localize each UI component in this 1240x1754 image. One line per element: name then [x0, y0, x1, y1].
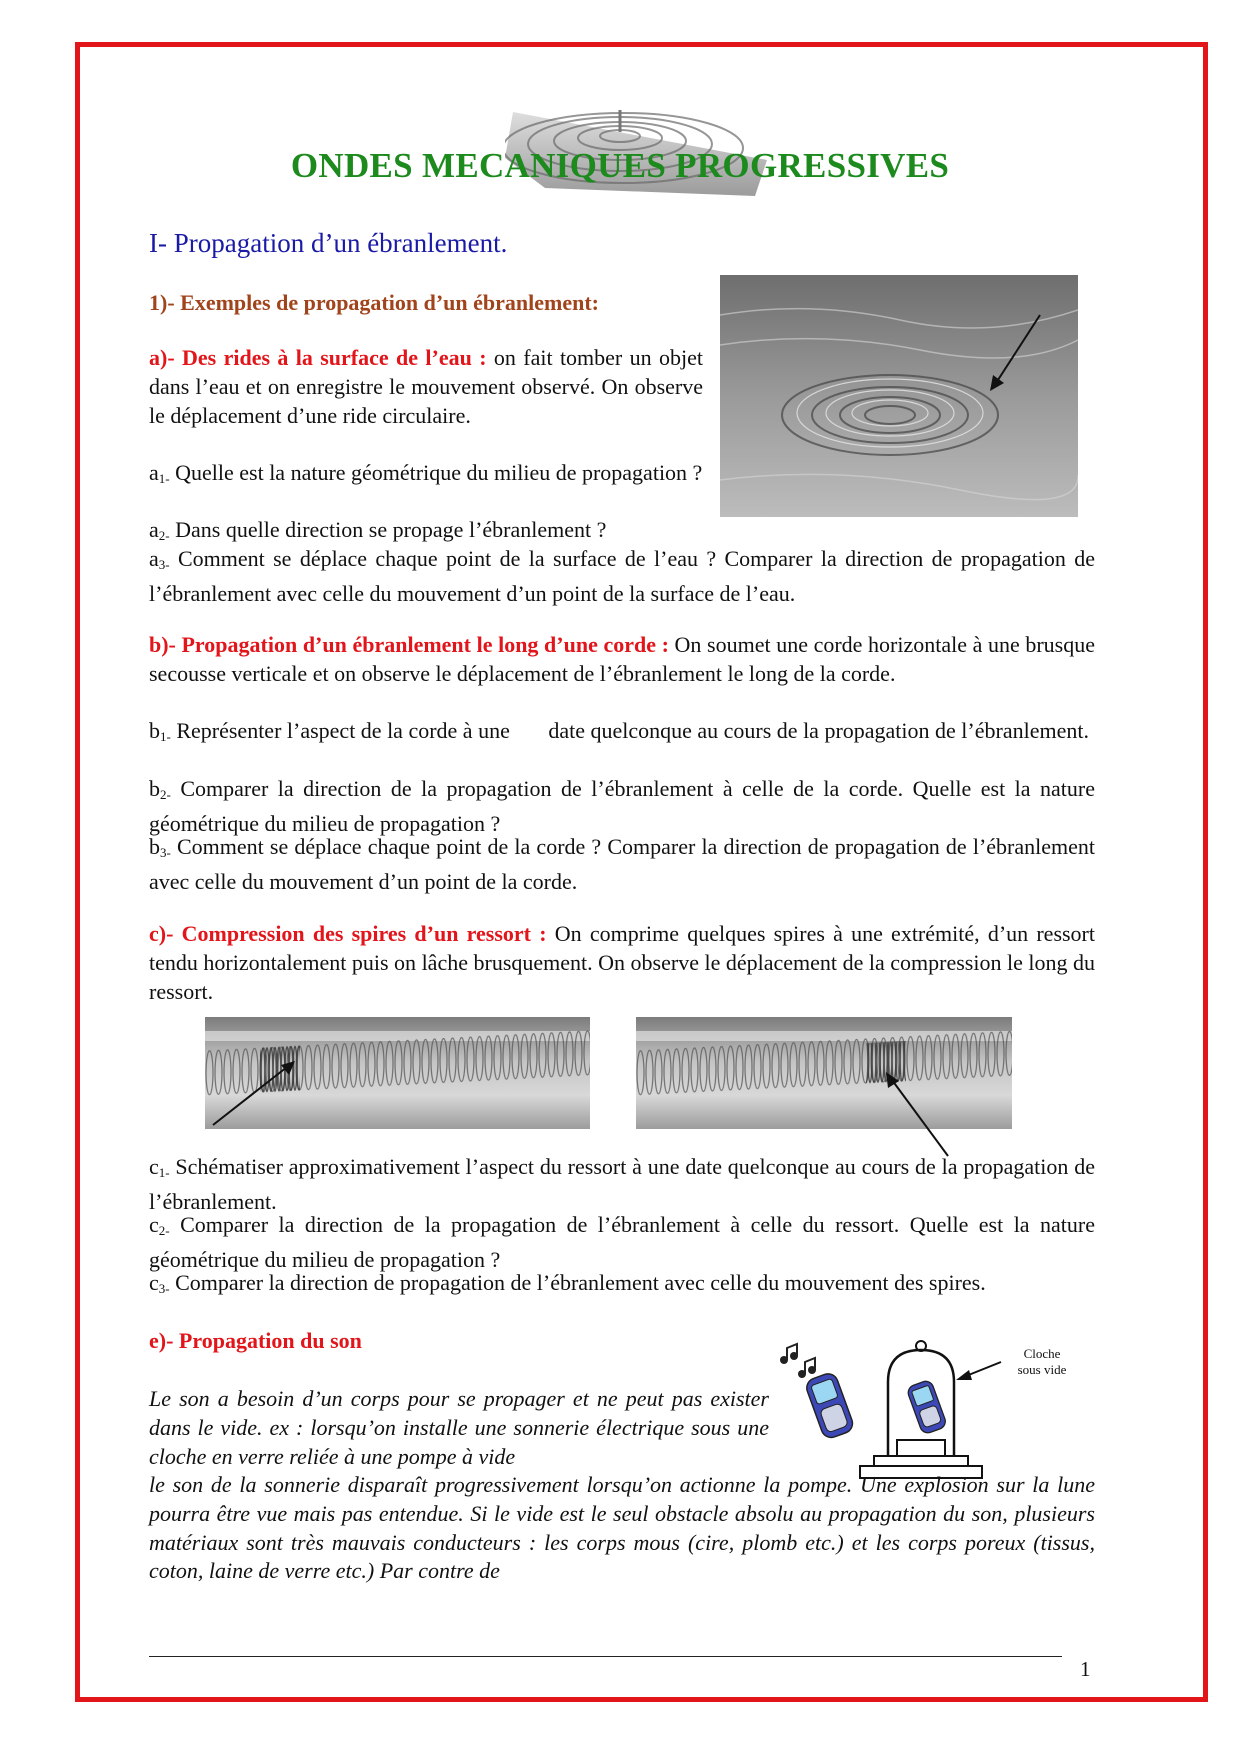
label-b: b)- Propagation d’un ébranlement le long d’une corde :: [149, 632, 669, 657]
footer-rule: [149, 1656, 1062, 1657]
paragraph-c: [149, 920, 1095, 1006]
q-text: Comparer la direction de la propagation de l’ébranlement à celle de la corde. Quelle est la nature géométrique du milieu de propagation ?: [149, 776, 1095, 836]
q-text: Quelle est la nature géométrique du milieu de propagation ?: [169, 460, 703, 485]
q-text: Comment se déplace chaque point de la corde ? Comparer la direction de propagation de l’ébranlement avec celle du mouvement d’un point de la corde.: [149, 834, 1095, 894]
bell-jar-caption: [1002, 1346, 1082, 1378]
text-c: On comprime quelques spires à une extrémité, d’un ressort tendu horizontalement puis on lâche brusquement. On observe le déplacement de la compression le long du ressort.: [149, 921, 1095, 1004]
q-text: Comparer la direction de propagation de l’ébranlement avec celle du mouvement des spires.: [169, 1270, 986, 1295]
phone-icon: [804, 1371, 855, 1440]
caption-line: Cloche: [1023, 1346, 1061, 1361]
page-title: ONDES MECANIQUES PROGRESSIVES: [290, 146, 950, 185]
section-heading: I- Propagation d’un ébranlement.: [149, 228, 508, 258]
q-text: Comparer la direction de la propagation de l’ébranlement à celle du ressort. Quelle est la nature géométrique du milieu de propagation ?: [149, 1212, 1095, 1272]
q-sub: 3-: [158, 557, 170, 572]
q-sub: 3-: [158, 1281, 170, 1296]
label-c: c)- Compression des spires d’un ressort :: [149, 921, 547, 946]
q-prefix: b: [149, 718, 160, 743]
q-sub: 3-: [160, 845, 171, 860]
page-number: 1: [1080, 1657, 1091, 1681]
question-b2: [149, 775, 1095, 839]
subsection-heading: 1)- Exemples de propagation d’un ébranlement:: [149, 290, 599, 315]
label-e: e)- Propagation du son: [149, 1328, 362, 1353]
text-b: On soumet une corde horizontale à une brusque secousse verticale et on observe le déplacement de l’ébranlement le long de la corde.: [149, 632, 1095, 686]
spring-arrow-right: [880, 1070, 960, 1160]
q-prefix: a: [149, 460, 159, 485]
paragraph-b: [149, 631, 1095, 689]
q-prefix: c: [149, 1154, 159, 1179]
q-sub: 2-: [160, 787, 171, 802]
text-a: on fait tomber un objet dans l’eau et on enregistre le mouvement observé. On observe le déplacement d’une ride circulaire.: [149, 345, 703, 428]
music-note-icon: [780, 1344, 816, 1378]
q-prefix: c: [149, 1270, 159, 1295]
question-c3: [149, 1269, 1095, 1304]
q-sub: 1-: [160, 729, 171, 744]
label-a: a)- Des rides à la surface de l’eau :: [149, 345, 487, 370]
question-c1: [149, 1153, 1095, 1217]
question-a3: [149, 545, 1095, 609]
paragraph-a: [149, 344, 703, 430]
q-sub: 2-: [158, 1223, 170, 1238]
question-b1: [149, 717, 1095, 752]
question-c2: [149, 1211, 1095, 1275]
paragraph-e-main: le son de la sonnerie disparaît progressivement lorsqu’on actionne la pompe. Une explosion sur la lune pourra être vue mais pas entendue. Si le vide est le seul obstacle absolu au propagation du son, plusieurs matériaux sont très mauvais conducteurs : les corps mous (cire, plomb etc.) et les corps poreux (tissus, coton, laine de verre etc.) Par contre de: [149, 1472, 1095, 1584]
q-sub: 1-: [158, 471, 170, 486]
bell-jar-icon: [860, 1341, 1001, 1478]
caption-line: sous vide: [1017, 1362, 1067, 1377]
question-b3: [149, 833, 1095, 897]
q-sub: 2-: [158, 528, 170, 543]
q-prefix: b: [149, 776, 160, 801]
spring-photo-left: [205, 1017, 590, 1129]
q-prefix: a: [149, 546, 159, 571]
q-sub: 1-: [158, 1165, 170, 1180]
q-prefix: a: [149, 517, 159, 542]
q-text: Dans quelle direction se propage l’ébranlement ?: [169, 517, 607, 542]
question-a1: [149, 459, 703, 494]
q-text: Comment se déplace chaque point de la surface de l’eau ? Comparer la direction de propagation de l’ébranlement avec celle du mouvement d’un point de la surface de l’eau.: [149, 546, 1095, 606]
q-prefix: c: [149, 1212, 159, 1237]
q-text: Représenter l’aspect de la corde à une date quelconque au cours de la propagation de l’ébranlement.: [170, 718, 1089, 743]
water-ripple-photo: [720, 275, 1078, 517]
q-prefix: b: [149, 834, 160, 859]
paragraph-e-intro: Le son a besoin d’un corps pour se propager et ne peut pas exister dans le vide. ex : lorsqu’on installe une sonnerie électrique sous une cloche en verre reliée à une pompe à vide: [149, 1386, 769, 1469]
q-text: Schématiser approximativement l’aspect du ressort à une date quelconque au cours de la propagation de l’ébranlement.: [149, 1154, 1095, 1214]
